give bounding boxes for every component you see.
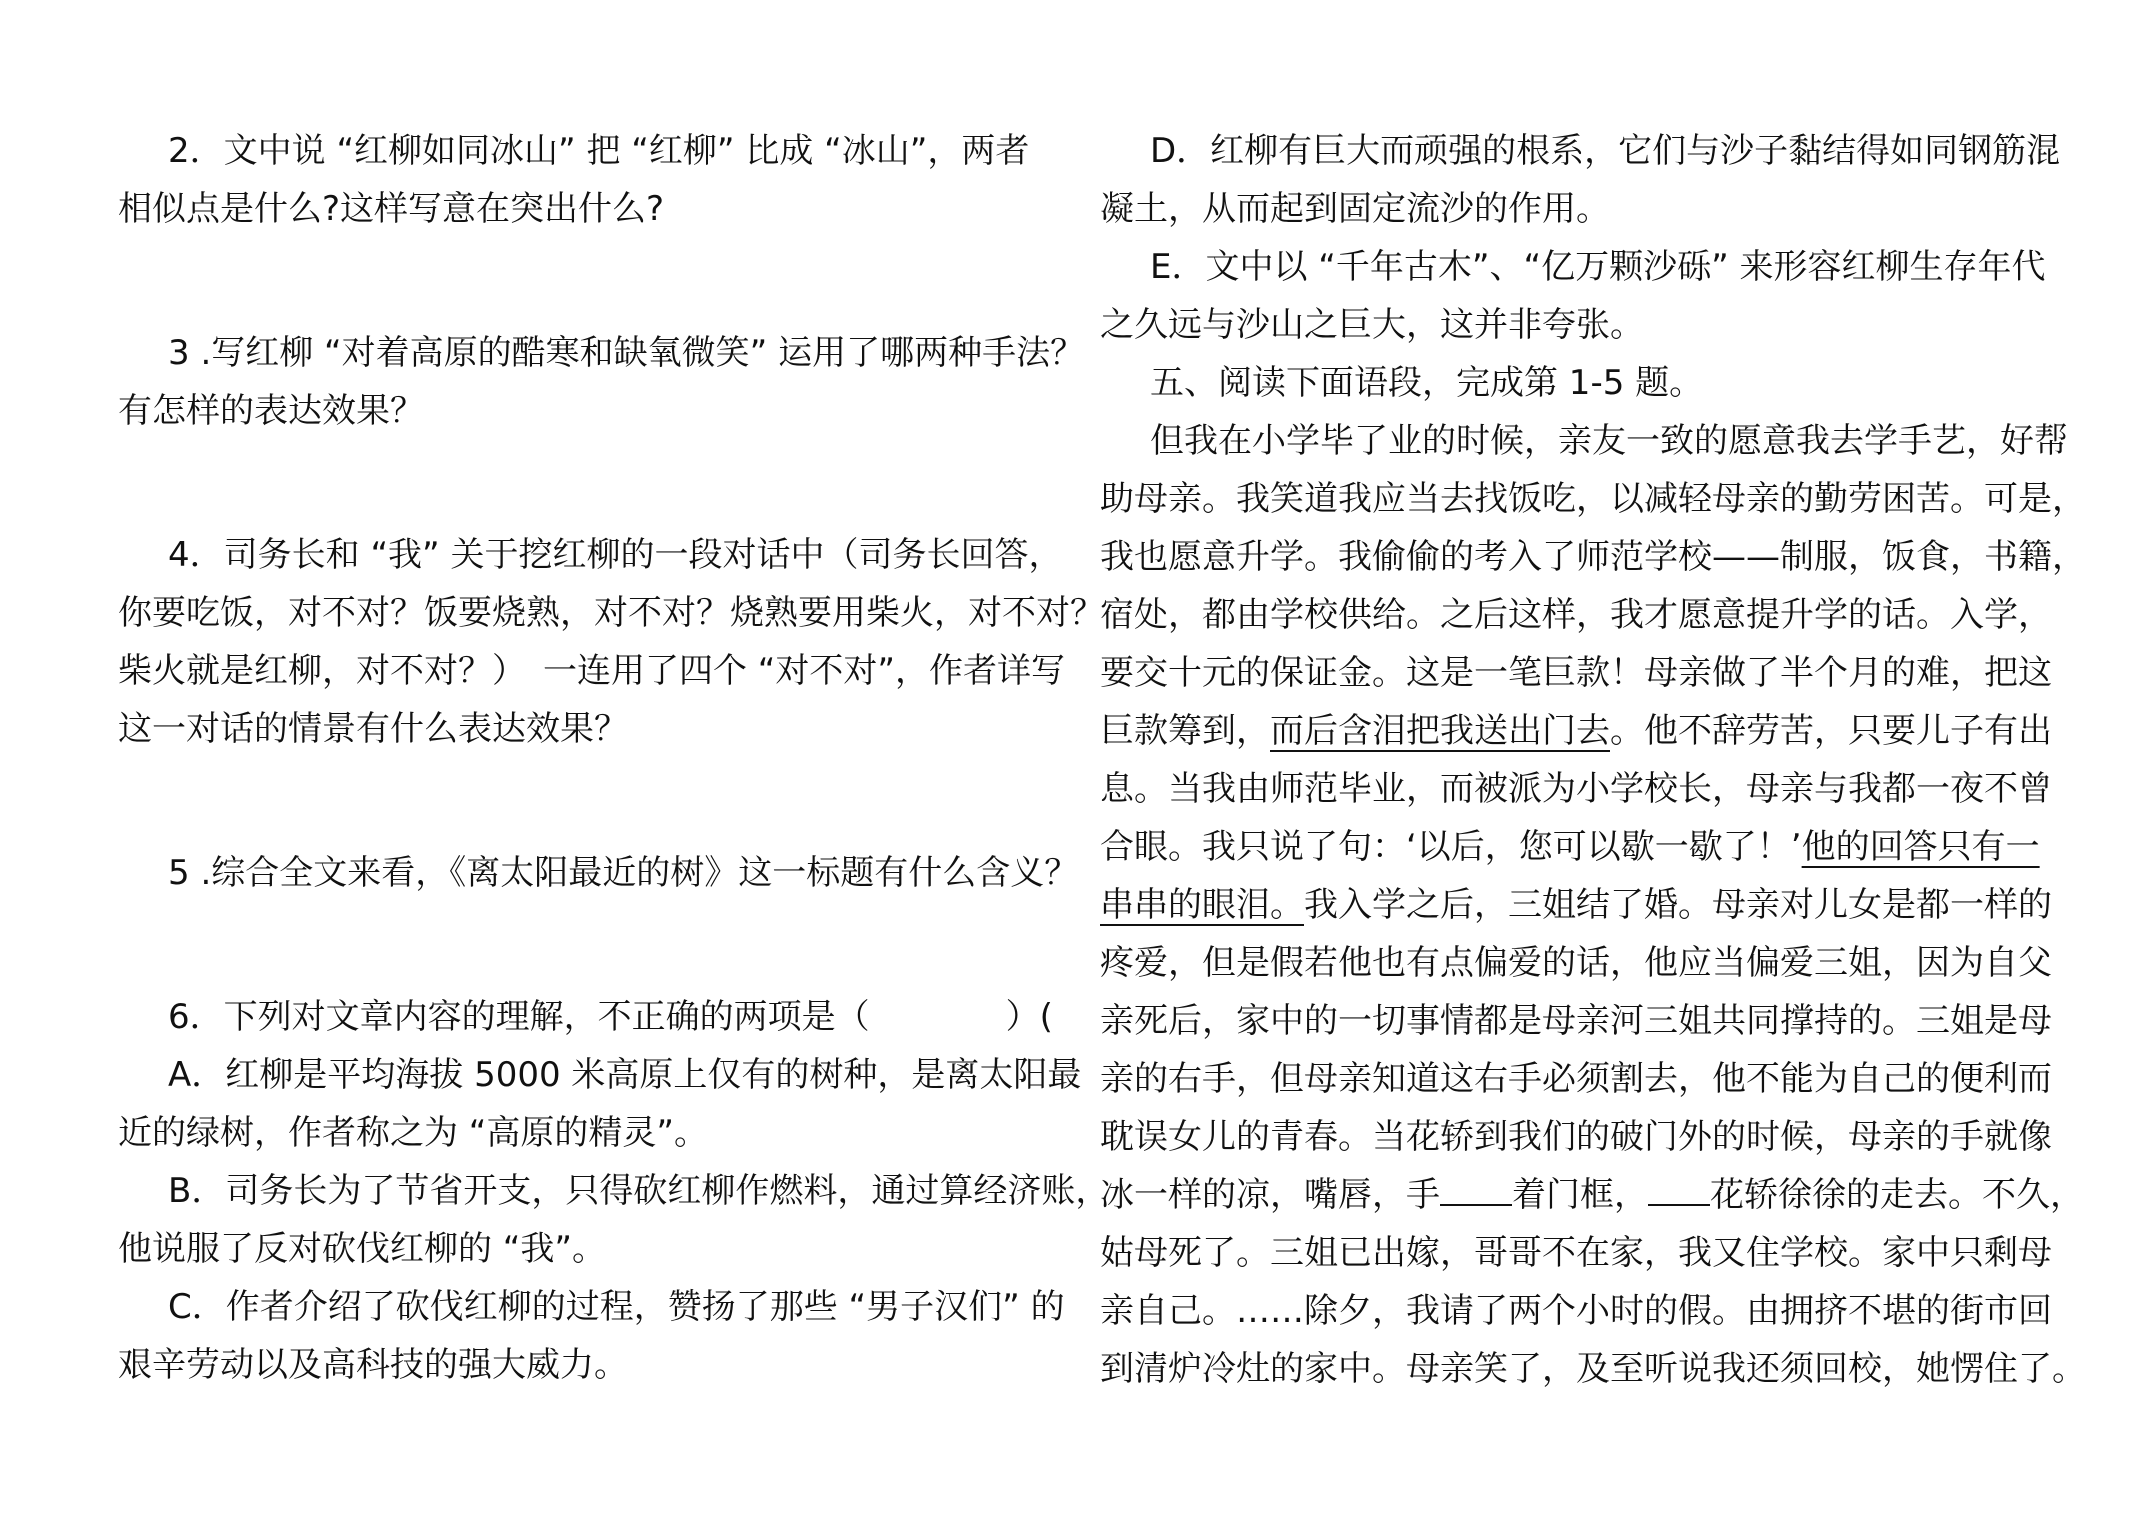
option-d-line-2: 凝土，从而起到固定流沙的作用。 (1100, 189, 1610, 229)
passage-line (1100, 876, 2052, 934)
left-column (118, 122, 1110, 1394)
answer-space (118, 440, 1078, 526)
passage-text: 着门框， (1512, 1175, 1648, 1215)
answer-space (118, 758, 1078, 844)
passage-text: 。他不辞劳苦，只要儿子有出 (1610, 711, 2052, 751)
option-b-line-1: B．司务长为了节省开支，只得砍红柳作燃料，通过算经济账， (168, 1171, 1110, 1211)
option-a-line-1: A．红柳是平均海拔 5000 米高原上仅有的树种，是离太阳最 (168, 1055, 1082, 1095)
question-4-line-4: 这一对话的情景有什么表达效果？ (118, 709, 628, 749)
section-5-heading: 五、阅读下面语段，完成第 1-5 题。 (1150, 363, 1704, 403)
passage-line: 要交十元的保证金。这是一笔巨款！母亲做了半个月的难，把这 (1100, 653, 2052, 693)
question-3-line-2: 有怎样的表达效果？ (118, 391, 424, 431)
underlined-sentence-2-part-2: 串串的眼泪。 (1100, 885, 1304, 925)
passage-line: 疼爱，但是假若他也有点偏爱的话，他应当偏爱三姐，因为自父 (1100, 943, 2052, 983)
passage-text: 我入学之后，三姐结了婚。母亲对儿女是都一样的 (1304, 885, 2052, 925)
passage-line: 到清炉冷灶的家中。母亲笑了，及至听说我还须回校，她愣住了。 (1100, 1349, 2086, 1389)
question-2-line-1: 2．文中说 “红柳如同冰山” 把 “红柳” 比成 “冰山”，两者 (168, 131, 1030, 171)
passage-line (1100, 1166, 2084, 1224)
underlined-sentence-1: 而后含泪把我送出门去 (1270, 711, 1610, 751)
question-3-line-1: 3 .写红柳 “对着高原的酷寒和缺氧微笑” 运用了哪两种手法？ (168, 333, 1085, 373)
passage-text: 合眼。我只说了句：‘以后，您可以歇一歇了！’ (1100, 827, 1802, 867)
answer-space (118, 238, 1078, 324)
passage-line: 亲的右手，但母亲知道这右手必须割去，他不能为自己的便利而 (1100, 1059, 2052, 1099)
question-6-stem: 6．下列对文章内容的理解，不正确的两项是（ ）( (168, 997, 1053, 1037)
passage-line: 但我在小学毕了业的时候，亲友一致的愿意我去学手艺，好帮 (1150, 421, 2068, 461)
passage-line: 亲自己。……除夕，我请了两个小时的假。由拥挤不堪的街市回 (1100, 1291, 2052, 1331)
passage-line: 耽误女儿的青春。当花轿到我们的破门外的时候，母亲的手就像 (1100, 1117, 2052, 1157)
passage-line: 助母亲。我笑道我应当去找饭吃，以减轻母亲的勤劳困苦。可是， (1100, 479, 2086, 519)
passage-line (1100, 818, 2040, 876)
option-c-line-1: C．作者介绍了砍伐红柳的过程，赞扬了那些 “男子汉们” 的 (168, 1287, 1065, 1327)
option-a-line-2: 近的绿树，作者称之为 “高原的精灵”。 (118, 1113, 709, 1153)
question-4-line-2: 你要吃饭，对不对？饭要烧熟，对不对？烧熟要用柴火，对不对？ (118, 593, 1104, 633)
passage-line: 息。当我由师范毕业，而被派为小学校长，母亲与我都一夜不曾 (1100, 769, 2052, 809)
fill-blank-1[interactable] (1440, 1172, 1512, 1206)
passage-line (1100, 702, 2052, 760)
option-d-line-1: D．红柳有巨大而顽强的根系，它们与沙子黏结得如同钢筋混 (1150, 131, 2061, 171)
passage-text: 花轿徐徐的走去。不久， (1710, 1175, 2084, 1215)
answer-space (118, 902, 1078, 988)
fill-blank-2[interactable] (1648, 1172, 1710, 1206)
question-4-line-3: 柴火就是红柳，对不对？） 一连用了四个 “对不对”，作者详写 (118, 651, 1066, 691)
right-column (1100, 122, 2086, 1398)
question-5-line-1: 5 .综合全文来看，《离太阳最近的树》这一标题有什么含义？ (168, 853, 1079, 893)
option-c-line-2: 艰辛劳动以及高科技的强大威力。 (118, 1345, 628, 1385)
option-e-line-2: 之久远与沙山之巨大，这并非夸张。 (1100, 305, 1644, 345)
option-e-line-1: E．文中以 “千年古木”、“亿万颗沙砾” 来形容红柳生存年代 (1150, 247, 2046, 287)
passage-line: 姑母死了。三姐已出嫁，哥哥不在家，我又住学校。家中只剩母 (1100, 1233, 2052, 1273)
underlined-sentence-2-part-1: 他的回答只有一 (1801, 827, 2040, 867)
passage-text: 冰一样的凉，嘴唇，手 (1100, 1175, 1440, 1215)
passage-line: 我也愿意升学。我偷偷的考入了师范学校——制服，饭食，书籍， (1100, 537, 2086, 577)
question-4-line-1: 4．司务长和 “我” 关于挖红柳的一段对话中（司务长回答， (168, 535, 1063, 575)
passage-text: 巨款筹到， (1100, 711, 1270, 751)
passage-line: 宿处，都由学校供给。之后这样，我才愿意提升学的话。入学， (1100, 595, 2052, 635)
passage-line: 亲死后，家中的一切事情都是母亲河三姐共同撑持的。三姐是母 (1100, 1001, 2052, 1041)
question-2-line-2: 相似点是什么?这样写意在突出什么? (118, 189, 665, 229)
option-b-line-2: 他说服了反对砍伐红柳的 “我”。 (118, 1229, 607, 1269)
